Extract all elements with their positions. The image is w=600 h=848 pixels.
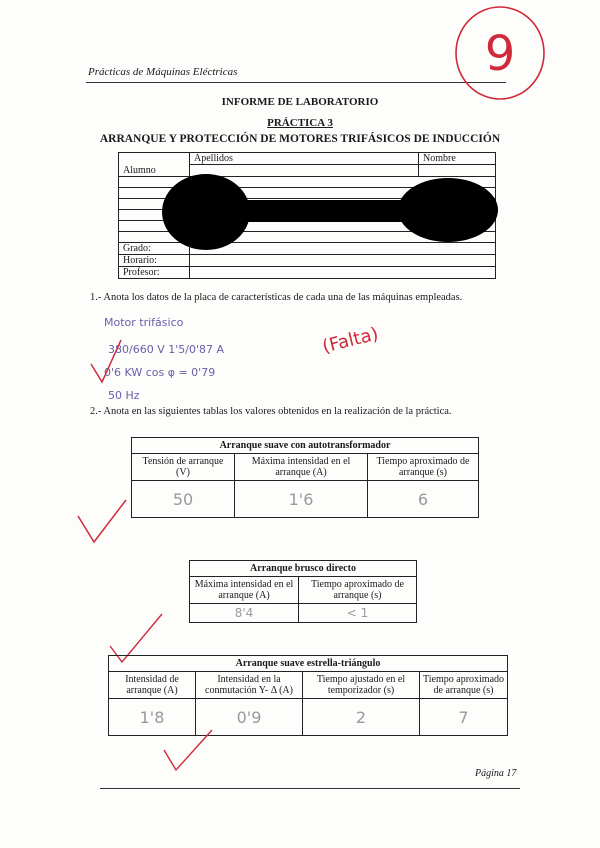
table2-header: Máxima intensidad en el arranque (A)	[190, 577, 299, 604]
table3-header: Tiempo aproximado de arranque (s)	[420, 672, 508, 699]
table1-header: Tiempo aproximado de arranque (s)	[368, 454, 479, 481]
grade-number: 9	[484, 26, 516, 82]
table3-value: 1'8	[109, 699, 196, 736]
check-mark	[88, 336, 124, 386]
hw-voltage-current: 380/660 V 1'5/0'87 A	[108, 343, 224, 356]
table1-value: 1'6	[235, 481, 368, 518]
table3-title: Arranque suave estrella-triángulo	[109, 656, 508, 672]
table1-value: 6	[368, 481, 479, 518]
table3-value: 7	[420, 699, 508, 736]
header-rule	[86, 82, 506, 83]
footer-rule	[100, 788, 520, 789]
table1-header: Tensión de arranque (V)	[132, 454, 235, 481]
redaction-blob	[158, 170, 503, 260]
table-star-delta	[108, 655, 508, 736]
question-1: 1.- Anota los datos de la placa de características de cada una de las máquinas empleadas.	[90, 292, 463, 303]
table2-value: < 1	[299, 604, 417, 623]
table3-header: Intensidad en la conmutación Y- Δ (A)	[196, 672, 303, 699]
subject-title: ARRANQUE Y PROTECCIÓN DE MOTORES TRIFÁSICOS DE INDUCCIÓN	[99, 133, 501, 145]
hw-frequency: 50 Hz	[108, 389, 140, 402]
hw-power-cos: 0'6 KW cos φ = 0'79	[104, 366, 216, 379]
report-title: INFORME DE LABORATORIO	[221, 96, 379, 108]
alumno-label: Alumno	[119, 165, 190, 177]
hw-motor-type: Motor trifásico	[104, 316, 184, 329]
table3-value: 0'9	[196, 699, 303, 736]
practice-title: PRÁCTICA 3	[267, 117, 333, 129]
table2-header: Tiempo aproximado de arranque (s)	[299, 577, 417, 604]
check-mark	[160, 726, 216, 774]
table3-header: Intensidad de arranque (A)	[109, 672, 196, 699]
horario-label: Horario:	[119, 254, 190, 266]
nombre-label: Nombre	[419, 153, 496, 165]
check-mark	[74, 496, 130, 548]
table2-value: 8'4	[190, 604, 299, 623]
page-number: Página 17	[475, 768, 517, 779]
grade-circle-mark	[450, 2, 550, 104]
table3-value: 2	[303, 699, 420, 736]
apellidos-label: Apellidos	[190, 153, 419, 165]
question-2: 2.- Anota en las siguientes tablas los valores obtenidos en la realización de la práctica.	[90, 406, 452, 417]
table-autotransformer	[131, 437, 479, 518]
table1-header: Máxima intensidad en el arranque (A)	[235, 454, 368, 481]
table2-title: Arranque brusco directo	[190, 561, 417, 577]
table3-header: Tiempo ajustado en el temporizador (s)	[303, 672, 420, 699]
running-header: Prácticas de Máquinas Eléctricas	[88, 66, 238, 78]
hw-remark: (Falta)	[320, 323, 381, 358]
profesor-label: Profesor:	[119, 266, 190, 278]
table1-title: Arranque suave con autotransformador	[132, 438, 479, 454]
table-direct-start	[189, 560, 417, 623]
table1-value: 50	[132, 481, 235, 518]
grado-label: Grado:	[119, 242, 190, 254]
